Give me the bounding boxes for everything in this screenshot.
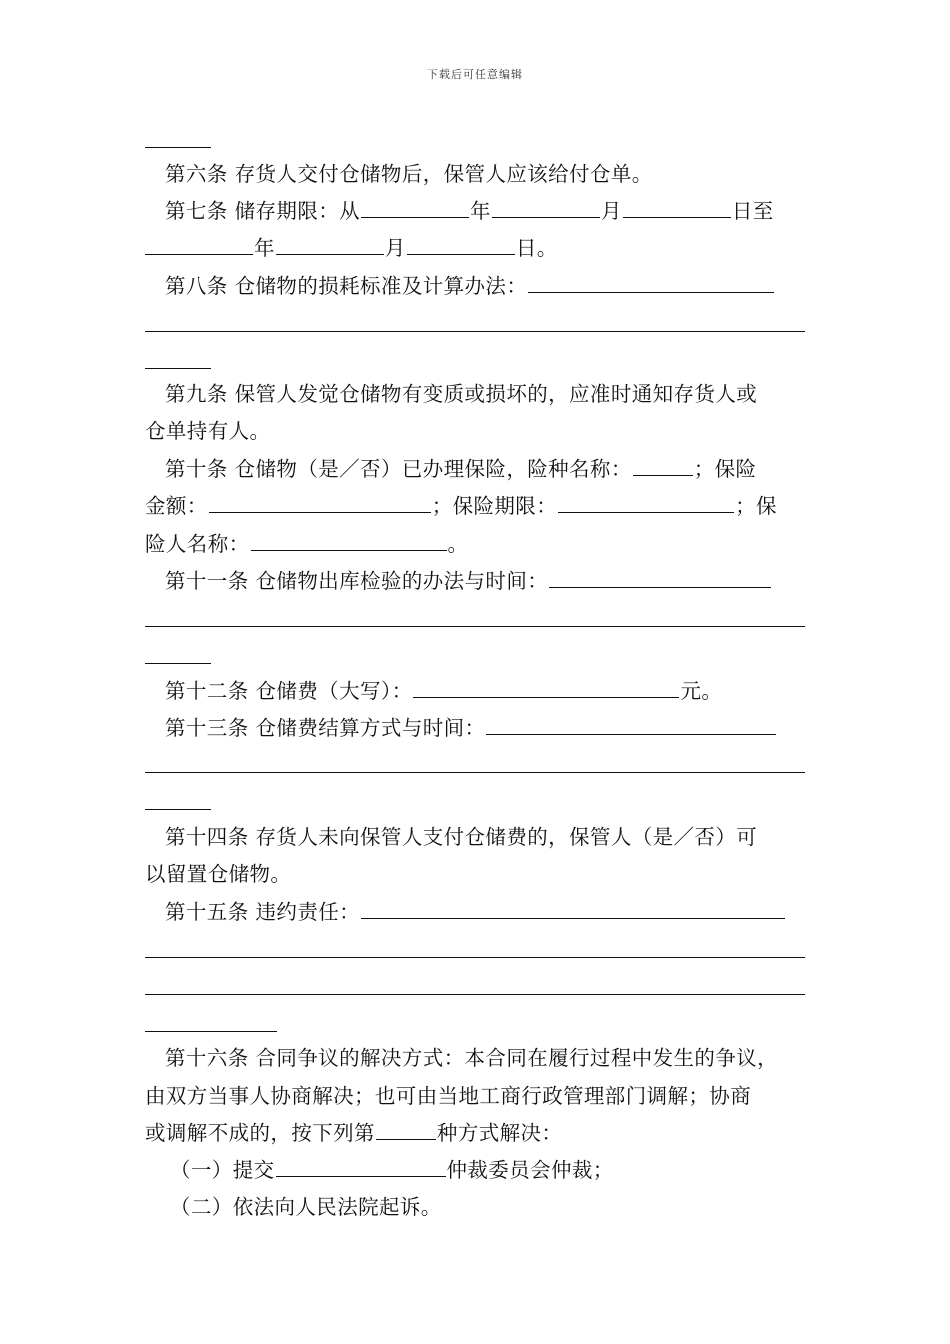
clause-10-continued-2	[145, 530, 810, 558]
day-to-label: 日至	[731, 199, 774, 223]
arbitration-committee-field[interactable]	[276, 1156, 446, 1177]
inspection-method-field-line-2[interactable]	[145, 626, 805, 627]
clause-14-text-2: 以留置仓储物。	[145, 862, 292, 886]
clause-7-label: 第七条 储存期限：从	[165, 199, 361, 223]
insurance-period-field[interactable]	[558, 492, 734, 513]
month-label: 月	[600, 199, 622, 223]
option-1-end: 仲裁委员会仲裁；	[446, 1158, 614, 1182]
clause-8	[165, 272, 830, 300]
liability-field[interactable]	[361, 898, 785, 919]
settlement-method-field[interactable]	[486, 714, 776, 735]
clause-14	[165, 823, 830, 851]
clause-10-insurance-label: ；保险	[693, 457, 757, 481]
start-month-field[interactable]	[492, 197, 600, 218]
liability-field-line-3[interactable]	[145, 994, 805, 995]
clause-12-label: 第十二条 仓储费（大写）：	[165, 679, 413, 703]
loss-standard-field-line-3[interactable]	[145, 368, 211, 369]
clause-10-label: 第十条 仓储物（是／否）已办理保险，险种名称：	[165, 457, 632, 481]
insurance-type-field[interactable]	[633, 455, 693, 476]
inspection-method-field[interactable]	[549, 567, 771, 588]
clause-7	[165, 197, 830, 225]
insurer-name-label: 险人名称：	[145, 532, 250, 556]
clause-15-label: 第十五条 违约责任：	[165, 900, 361, 924]
clause-12	[165, 677, 830, 705]
storage-fee-field[interactable]	[413, 677, 679, 698]
end-day-label: 日。	[515, 236, 558, 260]
insurer-label-start: ；保	[735, 494, 777, 518]
insurer-name-end: 。	[447, 532, 469, 556]
clause-13	[165, 714, 830, 742]
clause-13-label: 第十三条 仓储费结算方式与时间：	[165, 716, 486, 740]
clause-9-text-1: 第九条 保管人发觉仓储物有变质或损坏的，应准时通知存货人或	[165, 382, 758, 406]
clause-11-label: 第十一条 仓储物出库检验的办法与时间：	[165, 569, 549, 593]
end-month-field[interactable]	[276, 234, 384, 255]
clause-10	[165, 455, 830, 483]
insurance-period-label: ；保险期限：	[431, 494, 558, 518]
clause-6-text: 第六条 存货人交付仓储物后，保管人应该给付仓单。	[165, 162, 653, 186]
end-year-label: 年	[254, 236, 275, 260]
loss-standard-field[interactable]	[528, 272, 774, 293]
clause-10-continued	[145, 492, 810, 520]
clause-11	[165, 567, 830, 595]
start-year-field[interactable]	[361, 197, 469, 218]
clause-15	[165, 898, 830, 926]
settlement-method-field-line-3[interactable]	[145, 809, 211, 810]
year-label: 年	[470, 199, 491, 223]
option-1-label: （一）提交	[170, 1158, 275, 1182]
clause-16-choice-label: 或调解不成的，按下列第	[145, 1121, 375, 1145]
liability-field-line-2[interactable]	[145, 957, 805, 958]
clause-7-continued	[145, 234, 810, 262]
clause-16-text-1: 第十六条 合同争议的解决方式：本合同在履行过程中发生的争议，	[165, 1046, 779, 1070]
clause-16-continued	[145, 1082, 810, 1110]
clause-14-text-1: 第十四条 存货人未向保管人支付仓储费的，保管人（是／否）可	[165, 825, 758, 849]
clause-16	[165, 1044, 830, 1072]
liability-field-line-4[interactable]	[145, 1031, 277, 1032]
insured-amount-field[interactable]	[209, 492, 431, 513]
clause-8-label: 第八条 仓储物的损耗标准及计算办法：	[165, 274, 528, 298]
end-day-field[interactable]	[407, 234, 515, 255]
loss-standard-field-line-2[interactable]	[145, 331, 805, 332]
start-day-field[interactable]	[623, 197, 731, 218]
clause-9-continued	[145, 417, 810, 445]
end-month-label: 月	[384, 236, 406, 260]
page-header: 下载后可任意编辑	[427, 68, 523, 81]
clause-9	[165, 380, 830, 408]
end-year-field[interactable]	[145, 234, 253, 255]
option-2	[170, 1193, 835, 1221]
clause-16-continued-2	[145, 1119, 810, 1147]
clause-14-continued	[145, 860, 810, 888]
inspection-method-field-line-3[interactable]	[145, 663, 211, 664]
insurer-name-field[interactable]	[251, 530, 447, 551]
insured-amount-label: 金额：	[145, 494, 208, 518]
clause-6	[165, 160, 830, 188]
clause-9-text-2: 仓单持有人。	[145, 419, 271, 443]
option-2-text: （二）依法向人民法院起诉。	[170, 1195, 442, 1219]
storage-fee-unit: 元。	[680, 679, 723, 703]
blank-line-continuation[interactable]	[145, 147, 211, 148]
clause-16-choice-end: 种方式解决：	[436, 1121, 563, 1145]
resolution-choice-field[interactable]	[376, 1119, 436, 1140]
clause-16-text-2: 由双方当事人协商解决；也可由当地工商行政管理部门调解；协商	[145, 1084, 752, 1108]
settlement-method-field-line-2[interactable]	[145, 772, 805, 773]
option-1	[170, 1156, 835, 1184]
